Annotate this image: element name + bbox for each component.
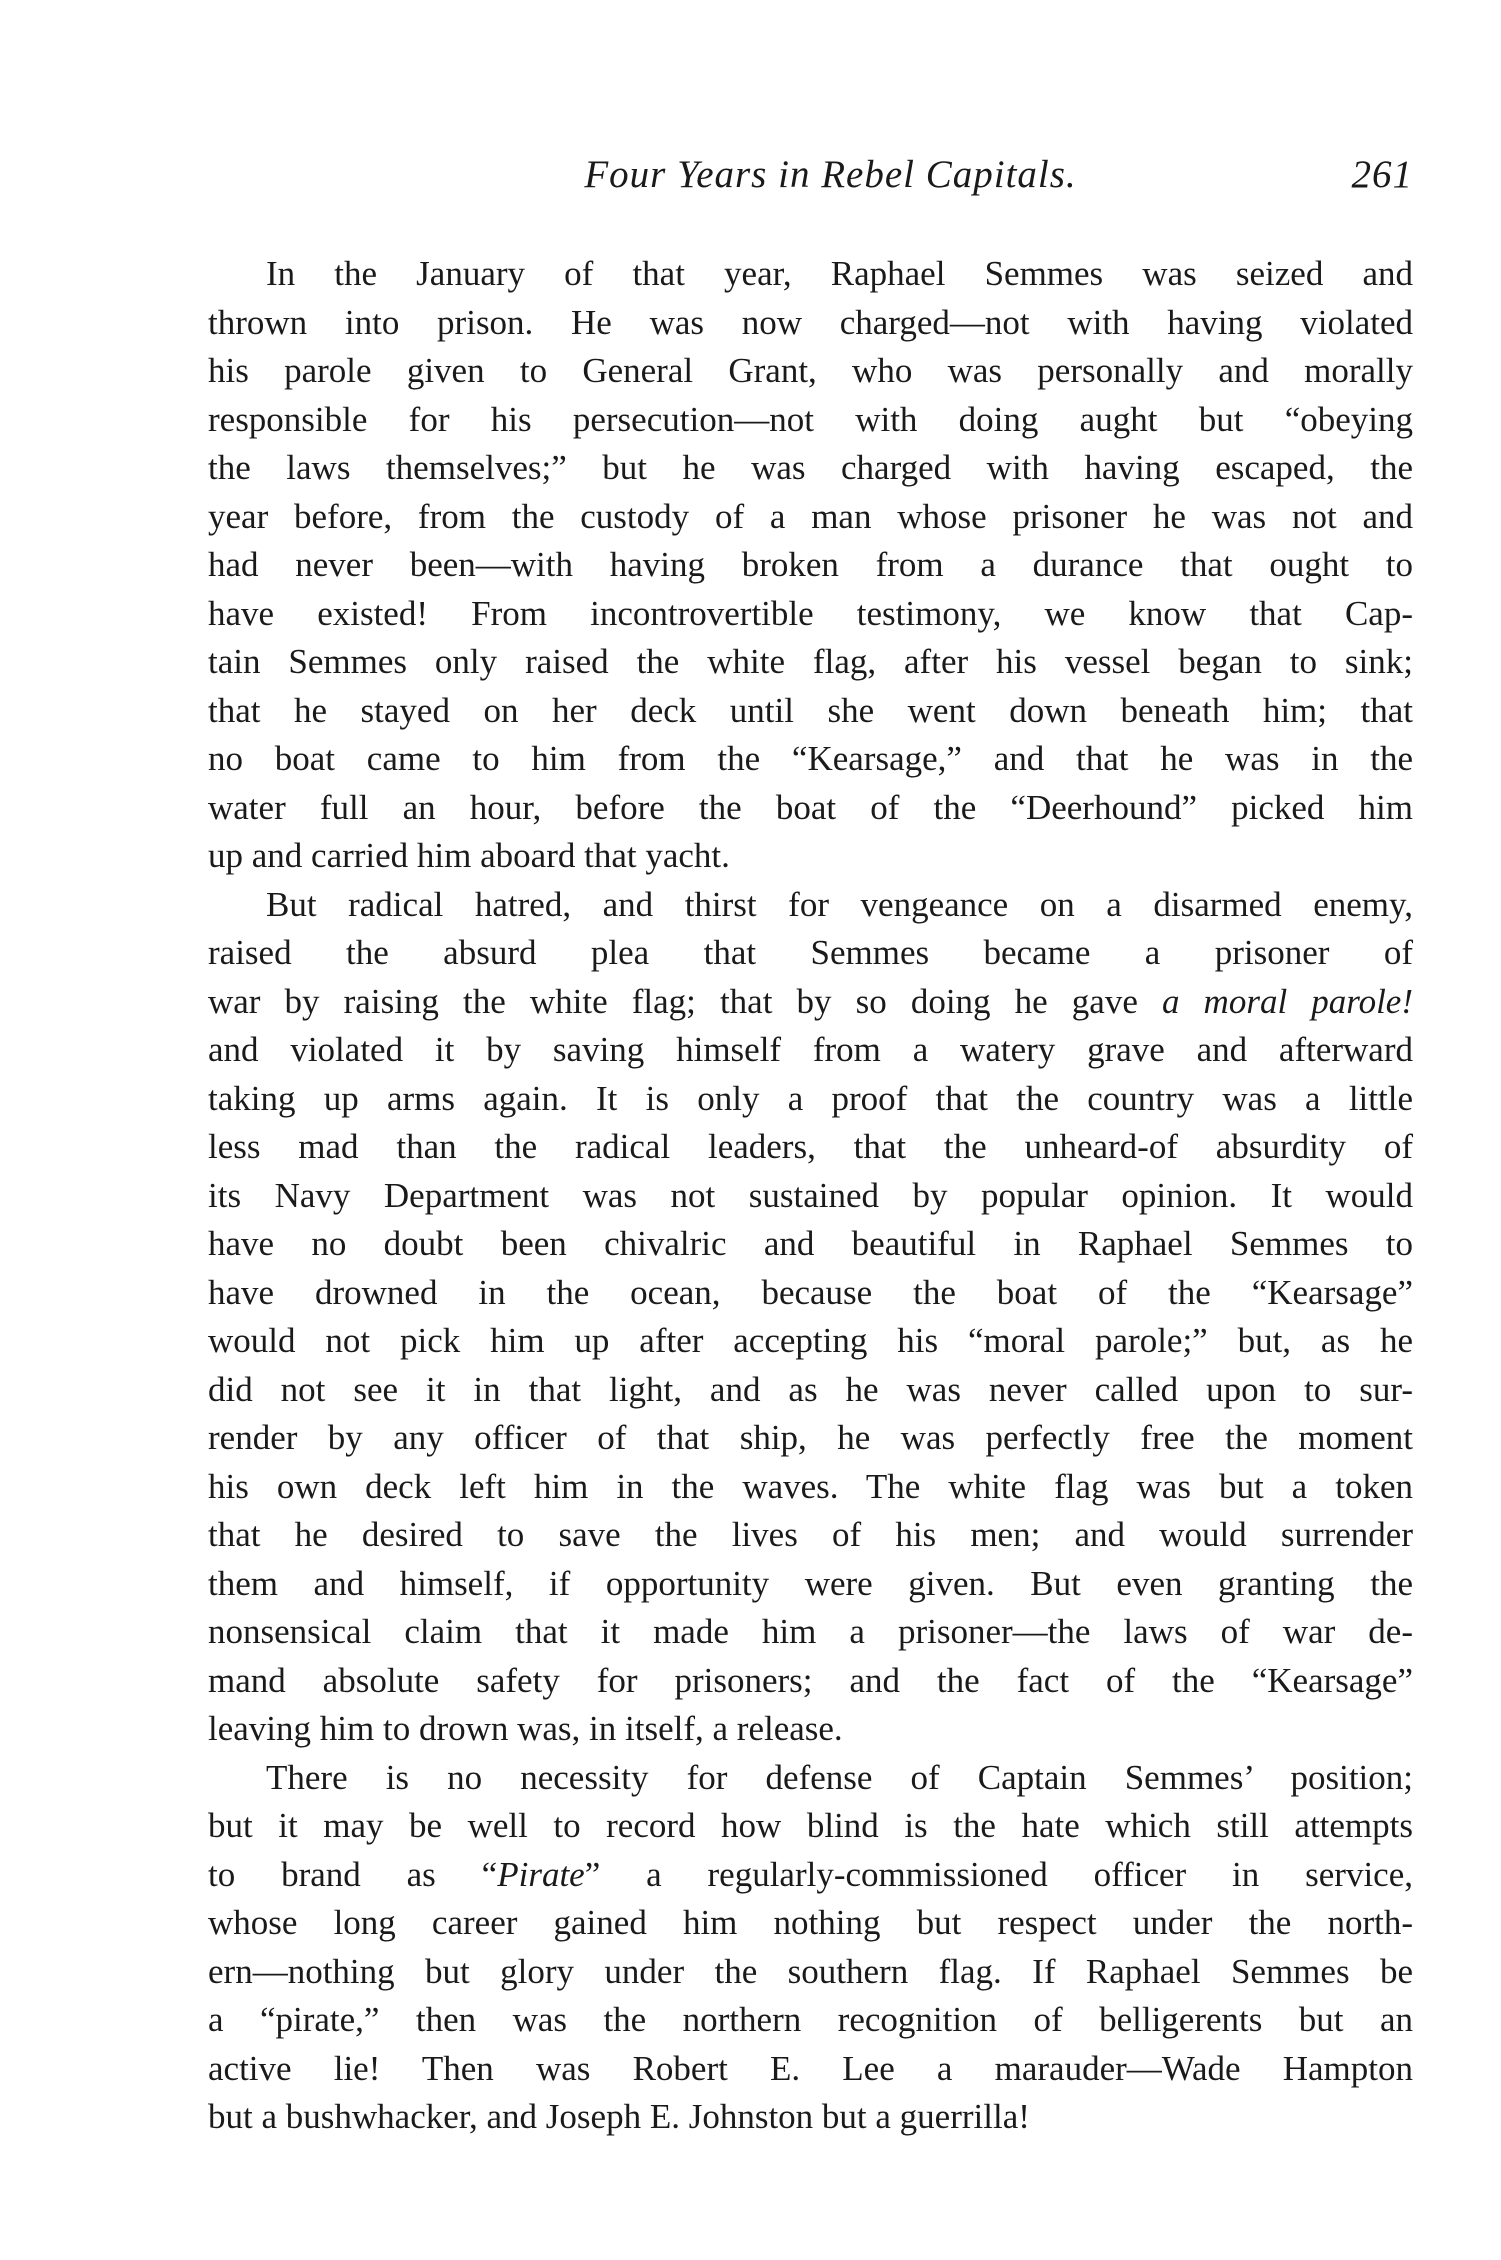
text-line: war by raising the white flag; that by so doing he gave a moral parole! bbox=[208, 981, 1413, 1021]
text-line: responsible for his persecution—not with doing aught but “obeying bbox=[208, 399, 1413, 439]
running-header bbox=[208, 150, 1413, 200]
text-line: and violated it by saving himself from a watery grave and afterward bbox=[208, 1030, 1413, 1069]
text-line: active lie! Then was Robert E. Lee a marauder—Wade Hampton bbox=[208, 2048, 1413, 2088]
text-line: his parole given to General Grant, who was personally and morally bbox=[208, 351, 1413, 390]
text-line: a “pirate,” then was the northern recognition of belligerents but an bbox=[208, 2000, 1413, 2039]
text-line: its Navy Department was not sustained by popular opinion. It would bbox=[208, 1175, 1413, 1215]
text-line: render by any officer of that ship, he was perfectly free the moment bbox=[208, 1418, 1413, 1457]
text-line: did not see it in that light, and as he was never called upon to sur- bbox=[208, 1369, 1413, 1409]
text-line: thrown into prison. He was now charged—not with having violated bbox=[208, 302, 1413, 342]
text-line: taking up arms again. It is only a proof that the country was a little bbox=[208, 1078, 1413, 1118]
text-line: mand absolute safety for prisoners; and the fact of the “Kearsage” bbox=[208, 1660, 1413, 1700]
italic-phrase: Pirate bbox=[497, 1854, 585, 1894]
text-line: tain Semmes only raised the white flag, after his vessel began to sink; bbox=[208, 642, 1413, 681]
text-line: have drowned in the ocean, because the boat of the “Kearsage” bbox=[208, 1272, 1413, 1312]
italic-phrase: a moral parole! bbox=[1161, 981, 1413, 1021]
text-line: up and carried him aboard that yacht. bbox=[208, 836, 730, 875]
text-line: his own deck left him in the waves. The white flag was but a token bbox=[208, 1466, 1413, 1506]
text-line: But radical hatred, and thirst for vengeance on a disarmed enemy, bbox=[266, 884, 1413, 924]
text-line: would not pick him up after accepting his “moral parole;” but, as he bbox=[208, 1321, 1413, 1360]
body-text bbox=[208, 250, 1413, 2142]
text-line: nonsensical claim that it made him a prisoner—the laws of war de- bbox=[208, 1612, 1413, 1651]
text-line: ern—nothing but glory under the southern flag. If Raphael Semmes be bbox=[208, 1951, 1413, 1991]
running-title: Four Years in Rebel Capitals. bbox=[584, 153, 1077, 196]
text-line: whose long career gained him nothing but respect under the north- bbox=[208, 1903, 1413, 1942]
text-line: leaving him to drown was, in itself, a release. bbox=[208, 1709, 843, 1748]
text-line: There is no necessity for defense of Captain Semmes’ position; bbox=[266, 1757, 1413, 1797]
text-line: but a bushwhacker, and Joseph E. Johnston but a guerrilla! bbox=[208, 2097, 1030, 2136]
text-line: In the January of that year, Raphael Semmes was seized and bbox=[266, 254, 1413, 293]
text-line: but it may be well to record how blind is the hate which still attempts bbox=[208, 1806, 1413, 1845]
text-line: the laws themselves;” but he was charged with having escaped, the bbox=[208, 448, 1413, 487]
text-line: water full an hour, before the boat of the “Deerhound” picked him bbox=[208, 787, 1413, 827]
text-line: no boat came to him from the “Kearsage,” and that he was in the bbox=[208, 739, 1413, 778]
page-number: 261 bbox=[1351, 153, 1413, 196]
text-line: year before, from the custody of a man whose prisoner he was not and bbox=[208, 496, 1413, 536]
text-line: less mad than the radical leaders, that the unheard-of absurdity of bbox=[208, 1127, 1413, 1166]
text-line: raised the absurd plea that Semmes became a prisoner of bbox=[208, 933, 1413, 972]
text-line: that he desired to save the lives of his men; and would surrender bbox=[208, 1515, 1413, 1554]
text-line: have existed! From incontrovertible testimony, we know that Cap- bbox=[208, 593, 1413, 633]
text-line: had never been—with having broken from a durance that ought to bbox=[208, 545, 1413, 584]
text-line: to brand as “Pirate” a regularly-commissioned officer in service, bbox=[208, 1854, 1414, 1894]
text-line: that he stayed on her deck until she went down beneath him; that bbox=[208, 690, 1413, 730]
text-line: have no doubt been chivalric and beautiful in Raphael Semmes to bbox=[208, 1224, 1413, 1263]
text-line: them and himself, if opportunity were given. But even granting the bbox=[208, 1563, 1413, 1603]
